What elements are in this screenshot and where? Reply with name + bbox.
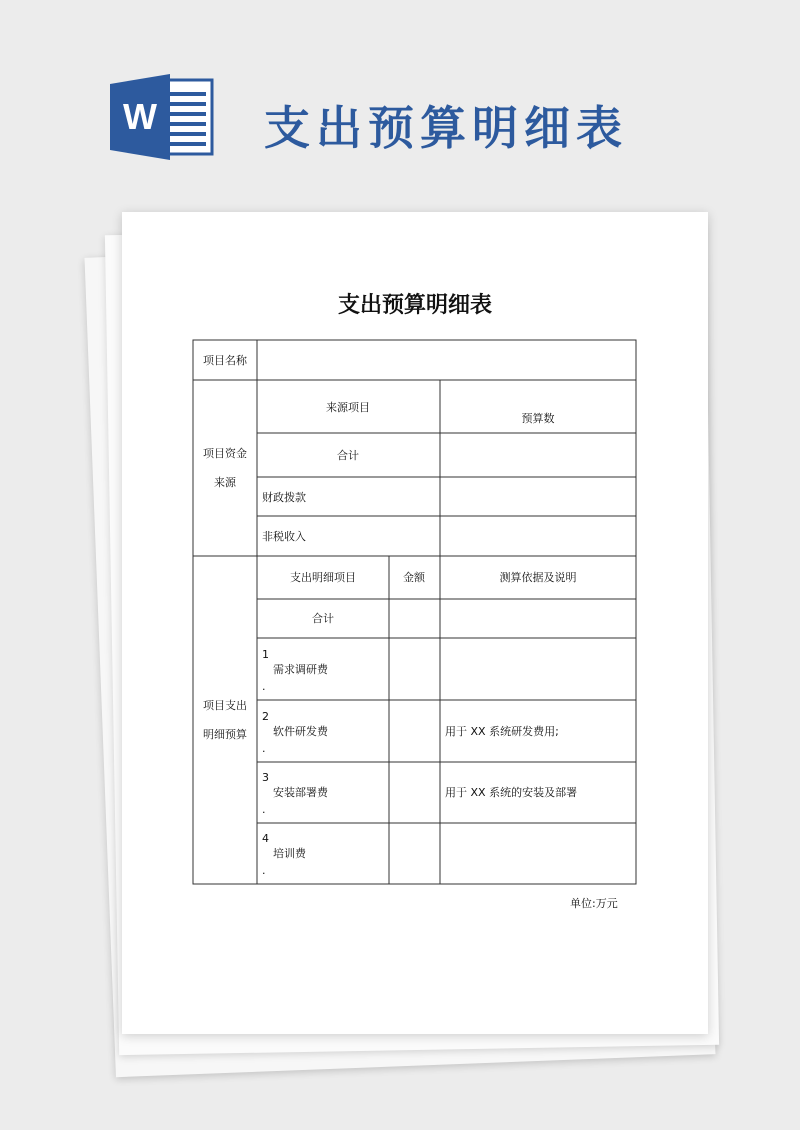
expense-row-3-amount[interactable]: [394, 766, 436, 819]
expense-row-4-dot: .: [262, 864, 266, 877]
project-name-field[interactable]: [262, 344, 630, 376]
expense-row-2-amount[interactable]: [394, 704, 436, 758]
expense-row-1-item: 需求调研费: [273, 663, 328, 676]
expense-row-1-dot: .: [262, 680, 266, 693]
expense-row-3-basis: 用于 XX 系统的安装及部署: [445, 786, 578, 799]
funding-row-nontax-value[interactable]: [445, 520, 631, 552]
word-icon: [110, 74, 214, 160]
budget-amount-header: 预算数: [521, 412, 555, 425]
funding-total-label: 合计: [337, 449, 359, 462]
document-page: [122, 212, 708, 1034]
expense-row-4-amount[interactable]: [394, 827, 436, 880]
expense-row-2-dot: .: [262, 742, 266, 755]
unit-note: 单位:万元: [570, 897, 618, 910]
funding-row-fiscal: 财政拨款: [262, 491, 306, 504]
funding-row-fiscal-value[interactable]: [445, 481, 631, 513]
expense-row-2-item: 软件研发费: [273, 725, 328, 738]
expense-row-1-amount[interactable]: [394, 642, 436, 696]
expense-item-header: 支出明细项目: [290, 571, 356, 584]
basis-header: 测算依据及说明: [499, 571, 577, 584]
document-title: 支出预算明细表: [337, 293, 492, 318]
project-name-label: 项目名称: [203, 354, 247, 367]
banner-title: 支出预算明细表: [264, 101, 628, 155]
expense-row-4-item: 培训费: [273, 847, 306, 860]
source-item-header: 来源项目: [326, 401, 370, 414]
expense-total-label: 合计: [312, 612, 334, 625]
amount-header: 金额: [403, 571, 425, 584]
expense-row-1-number: 1: [262, 648, 269, 661]
expense-row-2-number: 2: [262, 710, 269, 723]
funding-row-nontax: 非税收入: [262, 530, 306, 543]
svg-text:W: W: [123, 96, 157, 137]
funding-source-label: 项目资金 来源: [203, 447, 247, 489]
expense-row-2-basis: 用于 XX 系统研发费用;: [445, 725, 559, 738]
expense-detail-label: 项目支出 明细预算: [203, 699, 247, 741]
expense-total-amount[interactable]: [394, 603, 436, 635]
expense-row-3-item: 安装部署费: [273, 786, 328, 799]
expense-row-3-number: 3: [262, 771, 269, 784]
expense-row-4-number: 4: [262, 832, 269, 845]
funding-total-value[interactable]: [445, 437, 631, 473]
expense-row-3-dot: .: [262, 803, 266, 816]
